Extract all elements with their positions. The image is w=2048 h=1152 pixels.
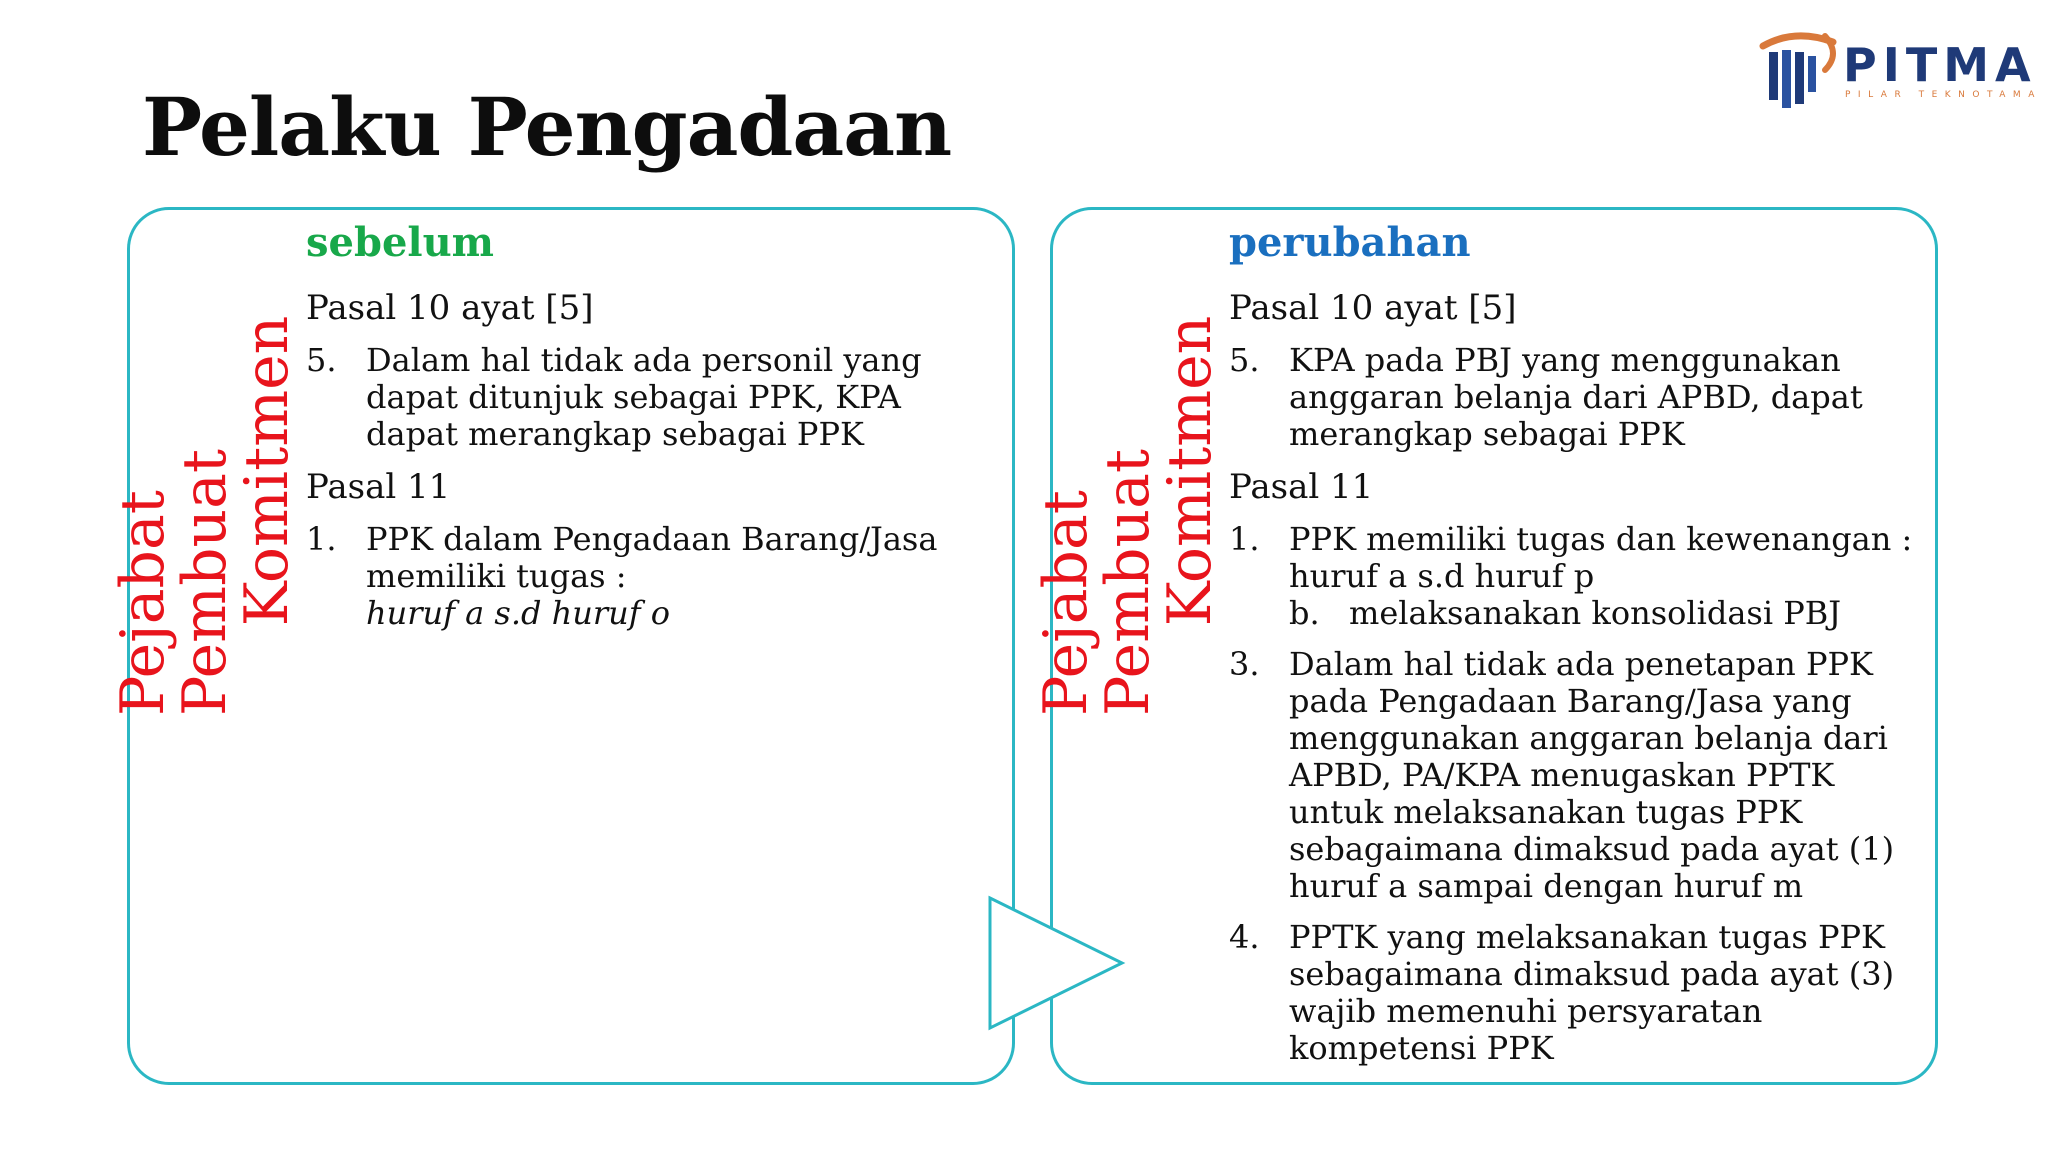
item-text: Dalam hal tidak ada personil yang dapat ditunjuk sebagai PPK, KPA dapat merangkap sebagai PPK: [366, 341, 922, 453]
item-italic-note: huruf a s.d huruf o: [366, 594, 671, 632]
pasal11-heading: Pasal 11: [1229, 467, 1374, 507]
logo-name: PITMA: [1843, 38, 2037, 92]
panel-before: [108, 207, 1015, 1085]
pasal10-heading: Pasal 10 ayat [5]: [306, 288, 594, 328]
after-heading: perubahan: [1229, 219, 1471, 266]
list-item: [1229, 646, 1919, 905]
sub-item: [1289, 595, 1919, 632]
company-logo: [1755, 24, 2042, 114]
item-text-block: [366, 521, 996, 632]
sub-item-letter: b.: [1289, 594, 1320, 632]
list-item: [1229, 342, 1919, 453]
panel-after: [1031, 207, 1938, 1085]
item-text: PPK dalam Pengadaan Barang/Jasa memiliki tugas :: [366, 520, 938, 595]
pasal10-heading: Pasal 10 ayat [5]: [1229, 288, 1517, 328]
vertical-label-left: [108, 226, 302, 716]
sub-item-text: melaksanakan konsolidasi PBJ: [1349, 594, 1842, 632]
vertical-label-line2: Komitmen: [1155, 315, 1225, 627]
pasal11-heading: Pasal 11: [306, 467, 451, 507]
item-number: 5.: [306, 341, 337, 379]
item-text-block: [1289, 521, 1919, 632]
item-number: 3.: [1229, 645, 1260, 683]
logo-tagline: PILAR TEKNOTAMA: [1845, 90, 2042, 100]
item-text: Dalam hal tidak ada penetapan PPK pada Pengadaan Barang/Jasa yang menggunakan anggaran belanja dari APBD, PA/KPA menugaskan PPTK untuk melaksanakan tugas PPK sebagaimana dimaksud pada ayat (1) huruf a sampai dengan huruf m: [1289, 645, 1895, 905]
before-content: [306, 220, 996, 646]
after-content: [1229, 220, 1919, 1081]
before-heading: sebelum: [306, 219, 494, 266]
item-text: PPK memiliki tugas dan kewenangan : huruf a s.d huruf p: [1289, 520, 1913, 595]
list-item: [306, 521, 996, 632]
vertical-label-line1: Pejabat Pembuat: [108, 448, 240, 716]
item-number: 5.: [1229, 341, 1260, 379]
arrow-right-icon: [980, 890, 1130, 1040]
item-number: 1.: [306, 520, 337, 558]
vertical-label-right: [1031, 226, 1225, 716]
pitma-pillar-icon: [1755, 24, 1845, 114]
list-item: [1229, 521, 1919, 632]
item-number: 4.: [1229, 918, 1260, 956]
vertical-label-line2: Komitmen: [232, 315, 302, 627]
list-item: [1229, 919, 1919, 1067]
vertical-label-line1: Pejabat Pembuat: [1031, 448, 1163, 716]
page-title: Pelaku Pengadaan: [142, 80, 952, 174]
item-number: 1.: [1229, 520, 1260, 558]
list-item: [306, 342, 996, 453]
item-text: KPA pada PBJ yang menggunakan anggaran belanja dari APBD, dapat merangkap sebagai PPK: [1289, 341, 1863, 453]
item-text: PPTK yang melaksanakan tugas PPK sebagaimana dimaksud pada ayat (3) wajib memenuhi persyaratan kompetensi PPK: [1289, 918, 1895, 1067]
